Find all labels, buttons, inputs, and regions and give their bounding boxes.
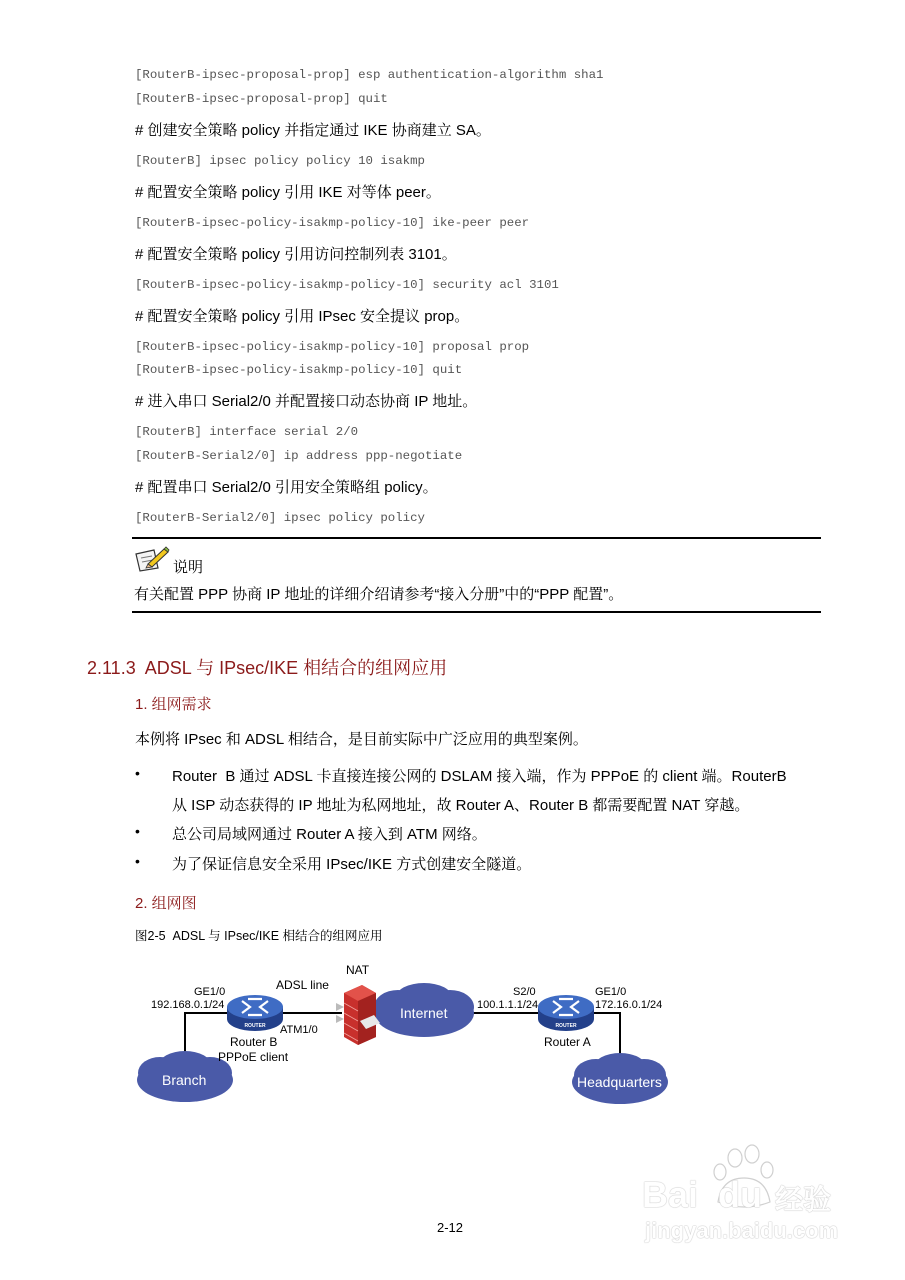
router-a-right-interface: GE1/0 [595,986,627,998]
nat-label: NAT [346,963,370,977]
router-b-name: Router B [230,1035,278,1049]
code-line: [RouterB-ipsec-proposal-prop] esp authentication-algorithm sha1 [135,68,604,82]
step-comment: # 配置安全策略 policy 引用访问控制列表 3101。 [135,246,457,263]
router-b-right-interface: ATM1/0 [280,1024,318,1036]
bullet-text: 总公司局域网通过 Router A 接入到 ATM 网络。 [172,826,487,843]
internet-label: Internet [400,1005,448,1021]
adsl-line-label: ADSL line [276,978,329,992]
subsection-heading-diagram: 2. 组网图 [135,895,197,912]
watermark-brand-cn: 经验 [775,1184,832,1215]
page-number: 2-12 [437,1220,464,1235]
code-line: [RouterB] interface serial 2/0 [135,425,359,439]
note-top-rule [132,537,821,539]
note-pencil-icon [134,546,170,572]
figure-caption: 图2-5 ADSL 与 IPsec/IKE 相结合的组网应用 [135,929,383,943]
headquarters-label: Headquarters [577,1074,662,1090]
code-line: [RouterB-Serial2/0] ip address ppp-negotiate [135,449,463,463]
svg-text:ROUTER: ROUTER [555,1023,577,1029]
intro-paragraph: 本例将 IPsec 和 ADSL 相结合，是目前实际中广泛应用的典型案例。 [135,731,588,748]
step-comment: # 配置安全策略 policy 引用 IPsec 安全提议 prop。 [135,308,470,325]
note-text: 有关配置 PPP 协商 IP 地址的详细介绍请参考“接入分册”中的“PPP 配置”。 [134,586,624,603]
bullet-dot: • [135,853,140,869]
router-b-left-ip: 192.168.0.1/24 [151,999,225,1011]
router-a-right-ip: 172.16.0.1/24 [595,999,663,1011]
bullet-dot: • [135,823,140,839]
code-line: [RouterB] ipsec policy policy 10 isakmp [135,154,425,168]
code-line: [RouterB-Serial2/0] ipsec policy policy [135,511,425,525]
watermark-url: jingyan.baidu.com [645,1218,839,1243]
step-comment: # 配置串口 Serial2/0 引用安全策略组 policy。 [135,479,438,496]
svg-text:ROUTER: ROUTER [244,1023,266,1029]
subsection-heading-requirements: 1. 组网需求 [135,696,212,713]
watermark-brand: Bai du [642,1174,763,1215]
router-b-role: PPPoE client [218,1050,289,1064]
router-a-left-ip: 100.1.1.1/24 [477,999,539,1011]
step-comment: # 配置安全策略 policy 引用 IKE 对等体 peer。 [135,184,441,201]
code-line: [RouterB-ipsec-proposal-prop] quit [135,92,388,106]
code-line: [RouterB-ipsec-policy-isakmp-policy-10] proposal prop [135,340,530,354]
router-a-name: Router A [544,1035,591,1049]
code-line: [RouterB-ipsec-policy-isakmp-policy-10] ike-peer peer [135,216,530,230]
router-a-left-interface: S2/0 [513,986,536,998]
code-line: [RouterB-ipsec-policy-isakmp-policy-10] quit [135,363,463,377]
bullet-dot: • [135,765,140,781]
note-bottom-rule [132,611,821,613]
section-heading: 2.11.3 ADSL 与 IPsec/IKE 相结合的组网应用 [87,658,448,678]
router-b-left-interface: GE1/0 [194,986,226,998]
bullet-text: Router B 通过 ADSL 卡直接连接公网的 DSLAM 接入端，作为 PPPoE 的 client 端。RouterB [172,768,787,785]
bullet-text-continued: 从 ISP 动态获得的 IP 地址为私网地址，故 Router A、Router B 都需要配置 NAT 穿越。 [172,797,750,814]
note-title: 说明 [173,559,204,576]
baidu-watermark [640,1140,860,1250]
network-diagram [130,955,690,1120]
bullet-text: 为了保证信息安全采用 IPsec/IKE 方式创建安全隧道。 [172,856,532,873]
step-comment: # 创建安全策略 policy 并指定通过 IKE 协商建立 SA。 [135,122,491,139]
branch-label: Branch [162,1072,207,1088]
step-comment: # 进入串口 Serial2/0 并配置接口动态协商 IP 地址。 [135,393,478,410]
code-line: [RouterB-ipsec-policy-isakmp-policy-10] security acl 3101 [135,278,559,292]
